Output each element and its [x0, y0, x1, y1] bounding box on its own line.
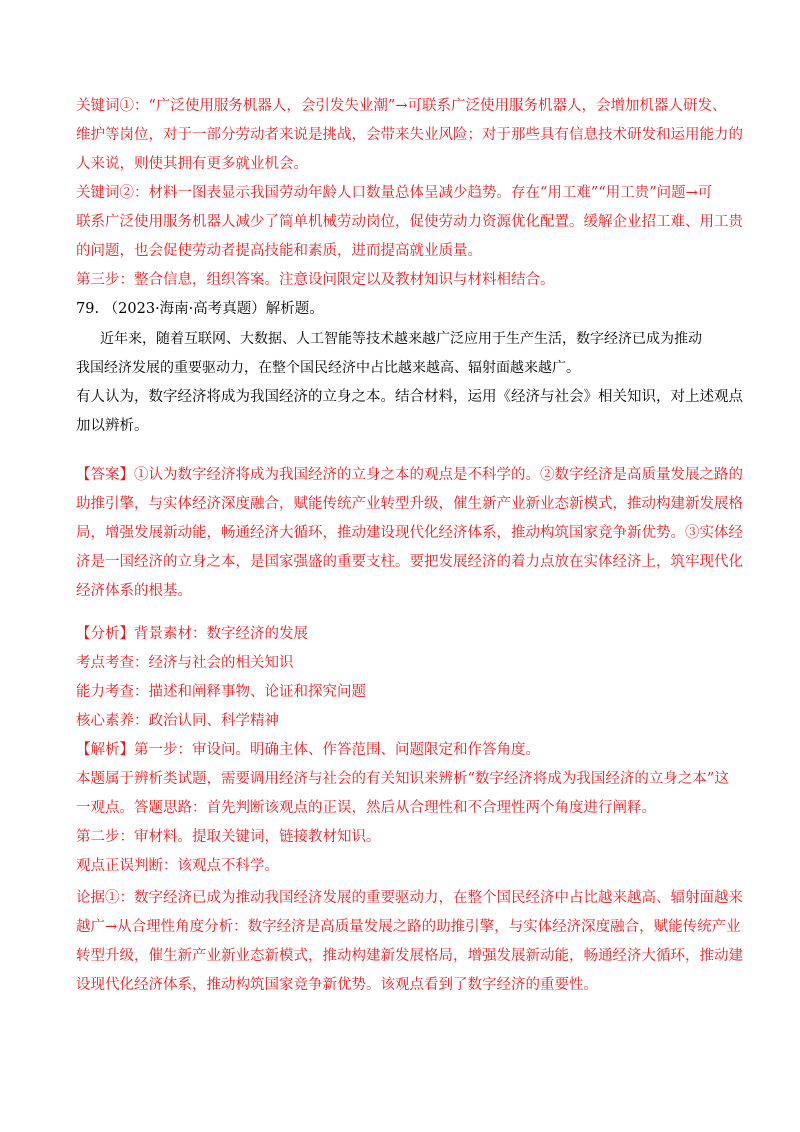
text-line: 的问题，也会促使劳动者提高技能和素质，进而提高就业质量。 — [76, 243, 482, 259]
answer-paragraph — [76, 461, 743, 606]
text-line: 能力考查：描述和阐释事物、论证和探究问题 — [76, 684, 366, 700]
text-line: 关键词②：材料一图表显示我国劳动年龄人口数量总体呈减少趋势。存在“用工难”“用工贵”问题→可 — [76, 185, 713, 201]
argument-1-paragraph — [76, 884, 743, 1000]
analysis-section — [76, 620, 726, 736]
text-line: 本题属于辨析类试题，需要调用经济与社会的有关知识来辨析“数字经济将成为我国经济的立身之本”这 — [76, 771, 729, 787]
text-line: 【分析】背景素材：数字经济的发展 — [76, 626, 308, 642]
text-line: 经济体系的根基。 — [76, 583, 192, 599]
text-line: 助推引擎，与实体经济深度融合，赋能传统产业转型升级，催生新产业新业态新模式，推动构建新发展格 — [76, 496, 743, 512]
text-line: 【答案】①认为数字经济将成为我国经济的立身之本的观点是不科学的。②数字经济是高质量发展之路的 — [76, 467, 743, 483]
question-header — [76, 295, 726, 324]
stem-line: 近年来，随着互联网、大数据、人工智能等技术越来越广泛应用于生产生活，数字经济已成为推动 — [100, 331, 702, 347]
text-line: 越广→从合理性角度分析：数字经济是高质量发展之路的助推引擎，与实体经济深度融合，赋能传统产业 — [76, 919, 741, 935]
keyword-1-paragraph — [76, 92, 743, 179]
stem-line: 我国经济发展的重要驱动力，在整个国民经济中占比越来越高、辐射面越来越广。 — [76, 360, 580, 376]
explanation-section — [76, 736, 729, 881]
text-line: 设现代化经济体系，推动构筑国家竞争新优势。该观点看到了数字经济的重要性。 — [76, 977, 598, 993]
question-prompt — [76, 383, 743, 441]
text-line: 第三步：整合信息，组织答案。注意设问限定以及教材知识与材料相结合。 — [76, 272, 555, 288]
text-line: 【解析】第一步：审设问。明确主体、作答范围、问题限定和作答角度。 — [76, 742, 540, 758]
text-line: 核心素养：政治认同、科学精神 — [76, 713, 279, 729]
text-line: 联系广泛使用服务机器人减少了简单机械劳动岗位，促使劳动力资源优化配置。缓解企业招工难、用工贵 — [76, 214, 743, 230]
text-line: 论据①：数字经济已成为推动我国经济发展的重要驱动力，在整个国民经济中占比越来越高、辐射面越来 — [76, 890, 743, 906]
text-line: 局，增强发展新动能，畅通经济大循环，推动建设现代化经济体系，推动构筑国家竞争新优势。③实体经 — [76, 525, 743, 541]
text-line: 济是一国经济的立身之本，是国家强盛的重要支柱。要把发展经济的着力点放在实体经济上，筑牢现代化 — [76, 554, 743, 570]
text-line: 第二步：审材料。提取关键词，链接教材知识。 — [76, 829, 381, 845]
text-line: 一观点。答题思路：首先判断该观点的正误，然后从合理性和不合理性两个角度进行阐释。 — [76, 800, 656, 816]
text-line: 关键词①：“广泛使用服务机器人，会引发失业潮”→可联系广泛使用服务机器人，会增加机器人研发、 — [76, 98, 727, 114]
text-line: 转型升级，催生新产业新业态新模式，推动构建新发展格局，增强发展新动能，畅通经济大循环，推动建 — [76, 948, 743, 964]
text-line: 考点考查：经济与社会的相关知识 — [76, 655, 294, 671]
text-line: 人来说，则使其拥有更多就业机会。 — [76, 156, 308, 172]
text-line: 有人认为，数字经济将成为我国经济的立身之本。结合材料，运用《经济与社会》相关知识，对上述观点 — [76, 389, 743, 405]
question-title: 79. （2023·海南·高考真题）解析题。 — [76, 301, 324, 317]
text-line: 加以辨析。 — [76, 418, 149, 434]
text-line: 观点正误判断：该观点不科学。 — [76, 858, 279, 874]
keyword-2-paragraph — [76, 179, 743, 266]
step-3-paragraph — [76, 266, 726, 295]
question-stem — [76, 325, 730, 383]
text-line: 维护等岗位，对于一部分劳动者来说是挑战，会带来失业风险；对于那些具有信息技术研发和运用能力的 — [76, 127, 743, 143]
